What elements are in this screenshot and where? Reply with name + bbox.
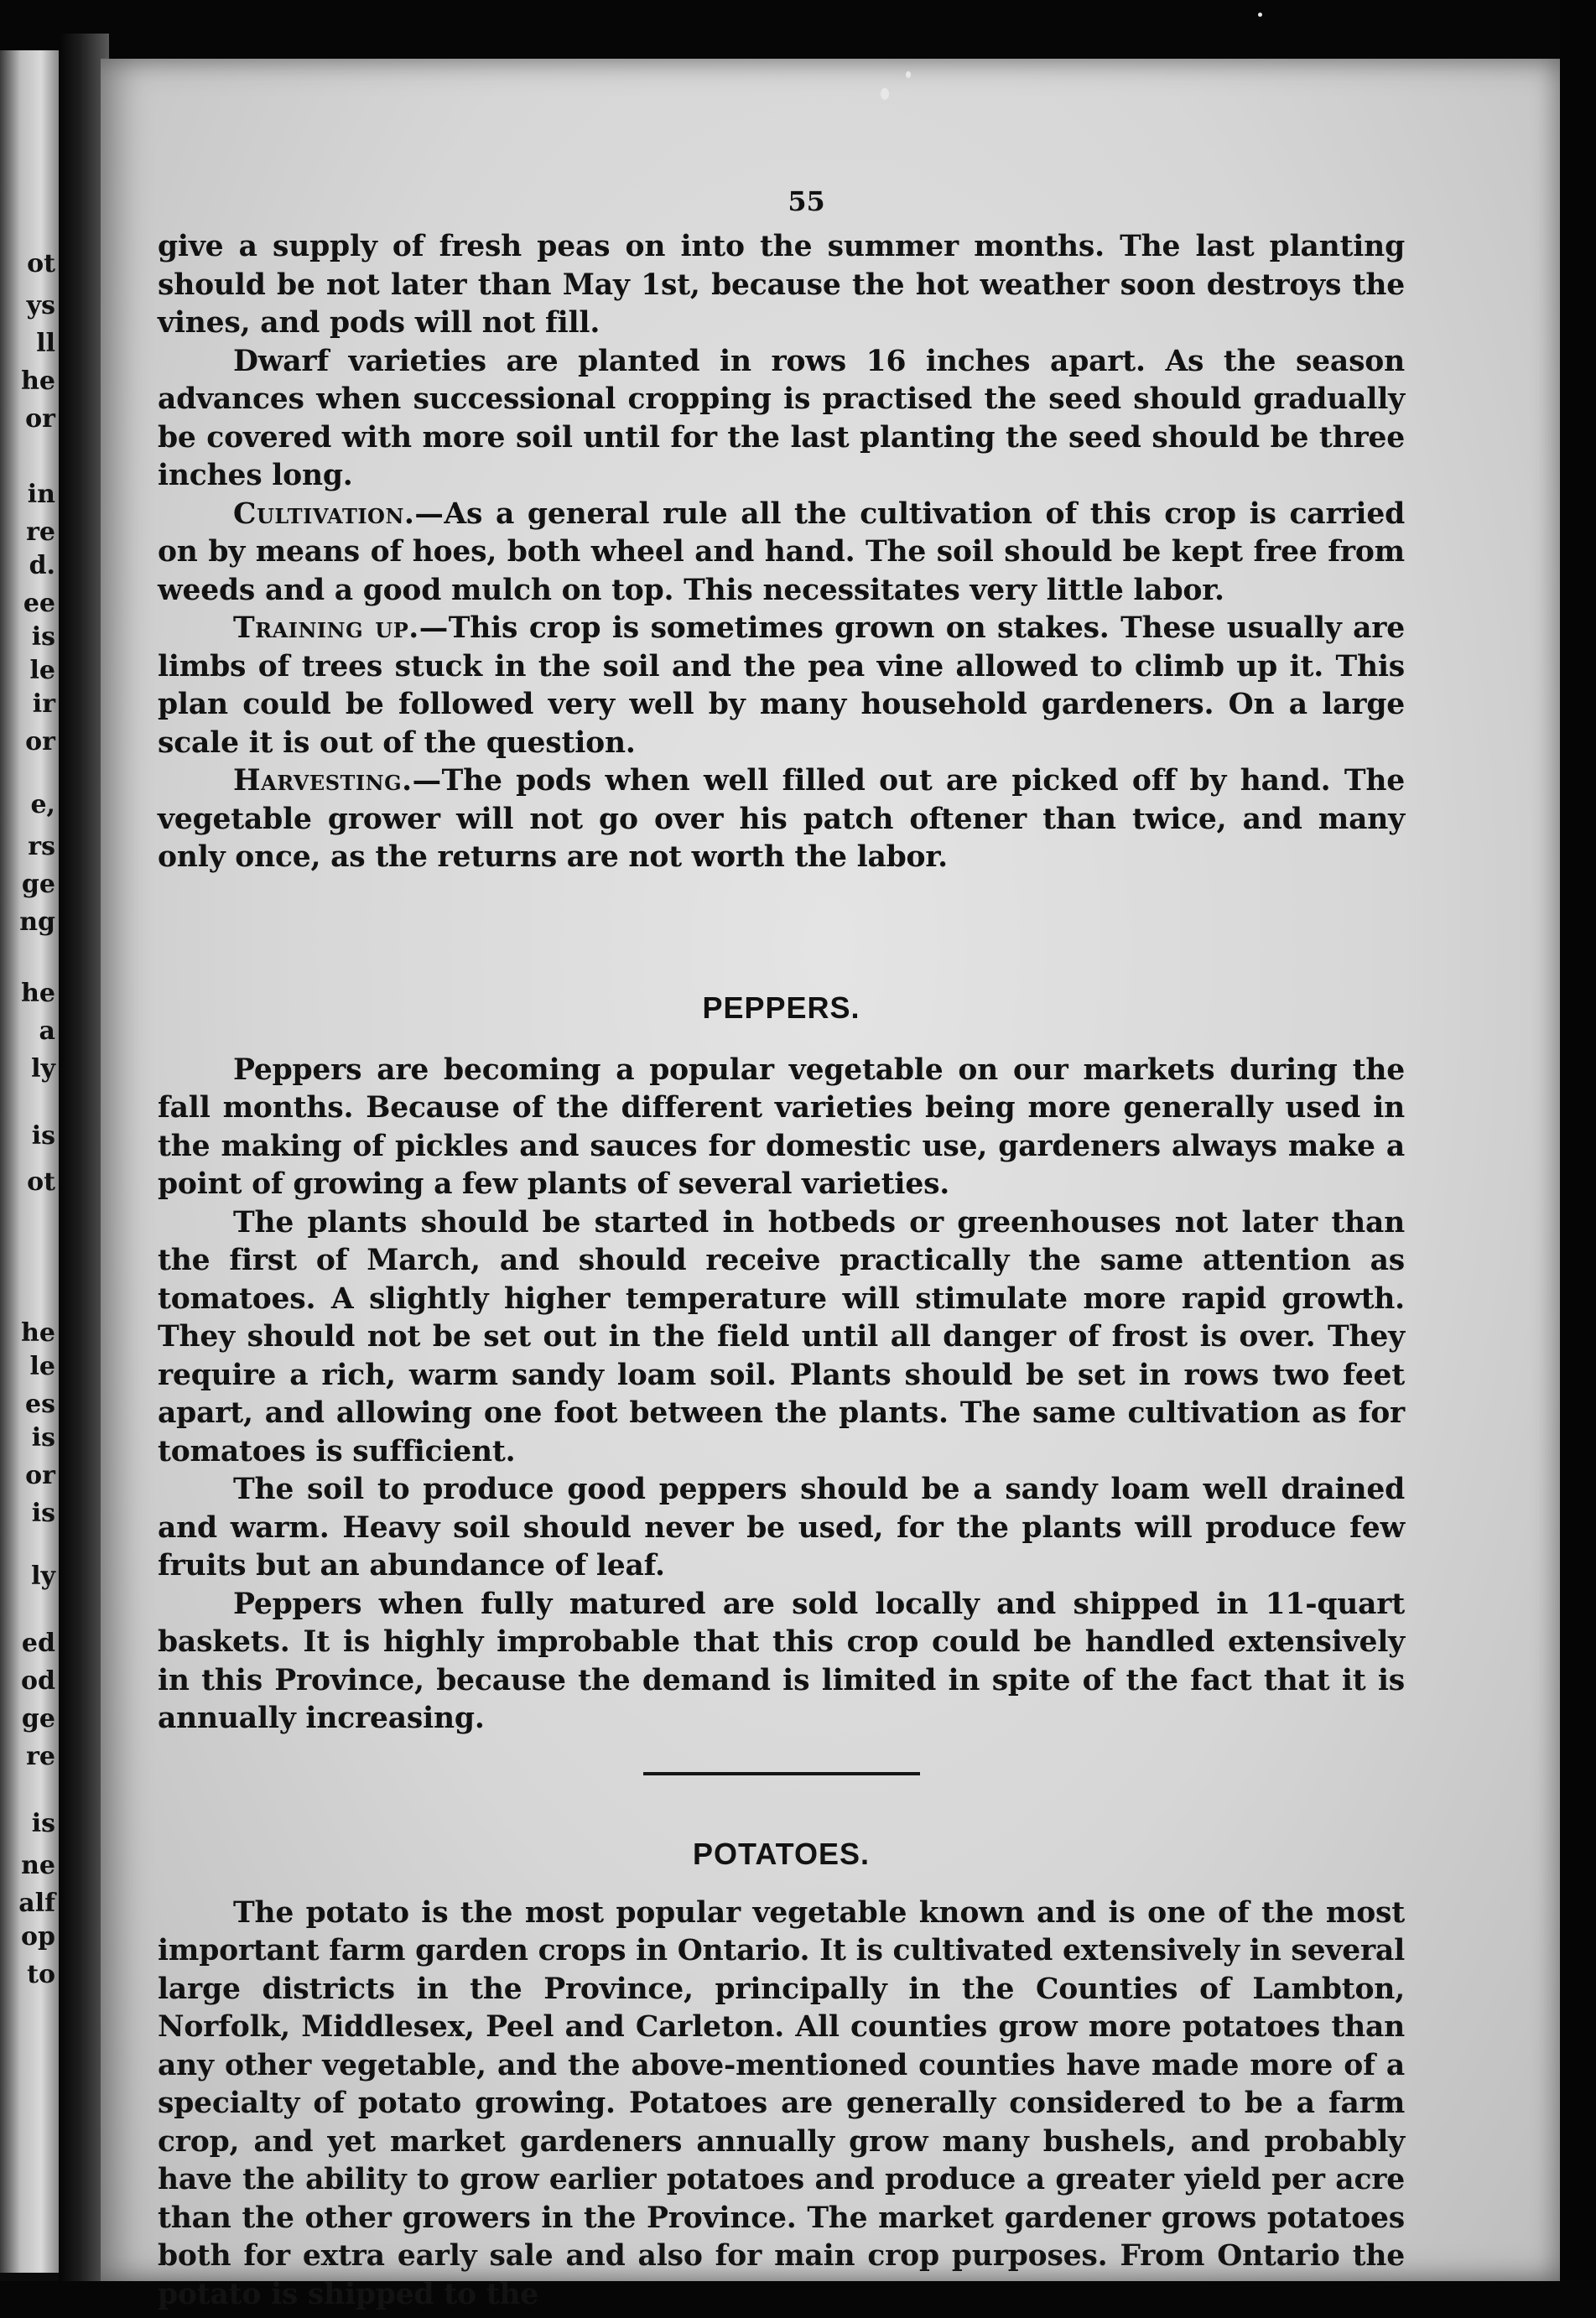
cultivation-paragraph [158,496,1405,611]
facing-page-fragment: ee [23,589,55,618]
training-heading: Training up.— [233,611,449,645]
scan-border-top [0,0,1596,59]
harvesting-paragraph [158,762,1405,877]
dust-speck [906,71,911,78]
facing-page-fragment: ot [27,1167,55,1197]
facing-page-fragment: op [21,1922,55,1952]
page-number: 55 [788,185,825,217]
page-text [158,185,1405,2314]
facing-page-fragment: alf [18,1889,55,1918]
scan-border-right [1560,0,1596,2318]
facing-page-fragment: ge [21,1704,55,1733]
facing-page-fragment: ly [31,1054,55,1084]
facing-page-fragment: is [31,622,55,652]
facing-page-fragment: in [27,480,55,509]
facing-page-fragment: ot [27,249,55,278]
facing-page-fragment: le [29,1352,55,1381]
section-title-potatoes: POTATOES. [692,1836,871,1871]
facing-page-fragment: re [26,1742,55,1771]
facing-page-fragment: or [25,404,55,434]
facing-page-fragment: is [31,1499,55,1528]
facing-page-fragment: es [25,1390,55,1419]
facing-page-fragment: ir [32,689,55,719]
facing-page-fragment: ed [21,1629,55,1658]
facing-page-fragment: or [25,727,55,756]
cultivation-text: As a general rule all the cultivation of this crop is carried on by means of hoes, both wheel and hand. The soil should be kept free from weeds and a good mulch on top. This necessitates very little labor. [158,496,1405,607]
facing-page-fragment: ys [26,291,55,320]
facing-page-fragment: re [26,517,55,547]
facing-page-fragment: ng [19,907,55,937]
facing-page-fragment: or [25,1461,55,1490]
facing-page-fragment: rs [28,832,55,861]
facing-page-fragment: le [29,656,55,685]
facing-page-fragment: is [31,1809,55,1838]
harvesting-heading: Harvesting.— [233,764,442,798]
facing-page-fragment: he [21,979,55,1008]
training-paragraph [158,610,1405,762]
paragraph: The potato is the most popular vegetable known and is one of the most important farm garden crops in Ontario. It is cultivated extensively in several large districts in the Province, principally in the Counties of Lambton, Norfolk, Middlesex, Peel and Carleton. All counties grow more potatoes than any other vegetable, and the above-mentioned counties have made more of a specialty of potato growing. Potatoes are generally considered to be a farm crop, and yet market gardeners annually grow many bushels, and probably have the ability to grow earlier potatoes and produce a greater yield per acre than the other growers in the Province. The market gardener grows potatoes both for extra early sale and also for main crop purposes. From Ontario the potato is shipped to the [158,1895,1405,2311]
harvesting-text: The pods when well filled out are picked off by hand. The vegetable grower will not go over his patch oftener than twice, and many only once, as the returns are not worth the labor. [158,764,1405,874]
paragraph: The soil to produce good peppers should be a sandy loam well drained and warm. Heavy soil should never be used, for the plants will produce few fruits but an abundance of leaf. [158,1473,1405,1583]
facing-page-fragment: is [31,1423,55,1453]
facing-page-edge [0,50,59,2273]
facing-page-fragment: a [39,1016,55,1046]
facing-page-fragment: d. [29,551,55,580]
facing-page-fragment: he [21,1318,55,1348]
paragraph: Dwarf varieties are planted in rows 16 inches apart. As the season advances when successional cropping is practised the seed should gradually be covered with more soil until for the last planting the seed should be three inches long. [158,344,1405,492]
facing-page-fragment: ly [31,1562,55,1591]
section-title-peppers: PEPPERS. [702,990,860,1025]
dust-speck [881,88,889,100]
facing-page-fragment: e, [30,790,55,819]
facing-page-fragment: ll [36,329,55,358]
facing-page-fragment: is [31,1121,55,1151]
continued-paragraph: give a supply of fresh peas on into the summer months. The last planting should be not later than May 1st, because the hot weather soon destroys the vines, and pods will not fill. [158,230,1405,340]
facing-page-fragment: od [21,1666,55,1696]
paragraph: Peppers are becoming a popular vegetable on our markets during the fall months. Because of the different varieties being more generally used in the making of pickles and sauces for domestic use, gardeners always make a point of growing a few plants of several varieties. [158,1052,1405,1201]
paragraph: Peppers when fully matured are sold locally and shipped in 11-quart baskets. It is highly improbable that this crop could be handled extensively in this Province, because the demand is limited in spite of the fact that it is annually increasing. [158,1587,1405,1735]
facing-page-fragment: ne [21,1851,55,1880]
facing-page-fragment: ge [21,870,55,899]
training-text: This crop is sometimes grown on stakes. These usually are limbs of trees stuck in the soil and the pea vine allowed to climb up it. This plan could be followed very well by many household gardeners. On a large scale it is out of the question. [158,611,1405,760]
paragraph: The plants should be started in hotbeds or greenhouses not later than the first of March, and should receive practically the same attention as tomatoes. A slightly higher temperature will stimulate more rapid growth. They should not be set out in the field until all danger of frost is over. They require a rich, warm sandy loam soil. Plants should be set in rows two feet apart, and allowing one foot between the plants. The same cultivation as for tomatoes is sufficient. [158,1205,1405,1468]
cultivation-heading: Cultivation.— [233,496,444,531]
facing-page-fragment: he [21,366,55,396]
facing-page-fragment: to [27,1960,55,1989]
dust-speck [1258,13,1262,17]
